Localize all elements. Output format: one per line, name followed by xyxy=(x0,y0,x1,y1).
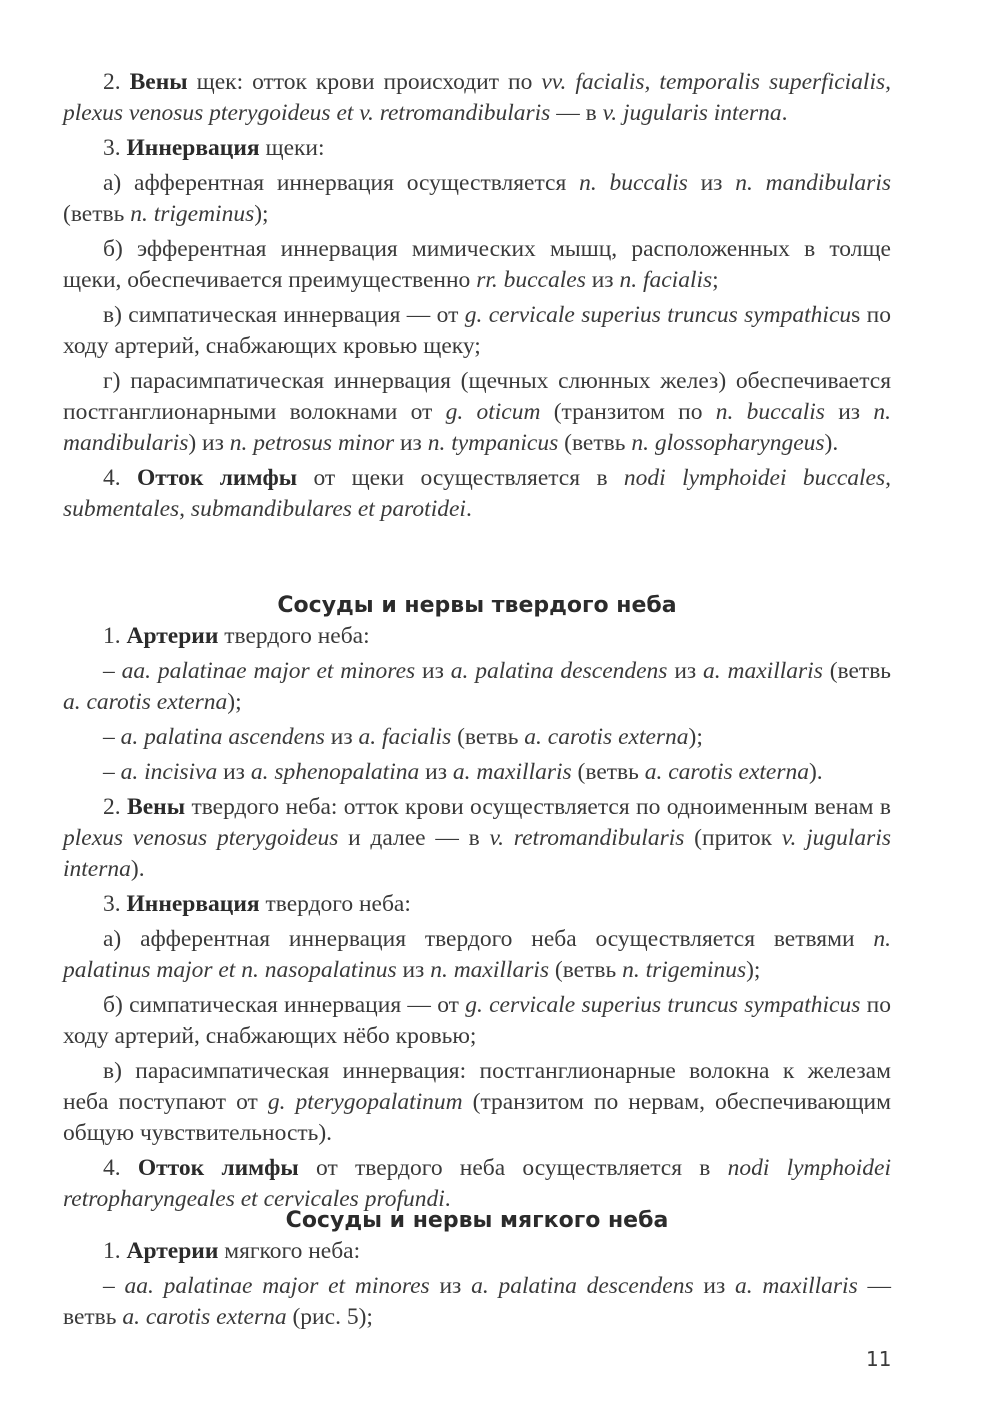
paragraph xyxy=(63,234,891,296)
bold-term: Отток лимфы xyxy=(137,1155,299,1181)
paragraph xyxy=(63,889,891,920)
paragraph xyxy=(63,463,891,525)
latin-term: g. cervicale superius truncus sympathicus xyxy=(465,992,861,1018)
text-run: из xyxy=(667,658,704,684)
latin-term: a. maxillaris xyxy=(703,658,823,684)
section-hard-palate xyxy=(63,590,891,1215)
paragraph xyxy=(63,1236,891,1267)
latin-term: vv. facialis, temporalis superficialis, plexus venosus pterygoideus et v. retromandibularis xyxy=(63,69,892,126)
bold-term: Артерии xyxy=(126,1238,219,1264)
text-run: s по ходу артерий, снабжающих кровью щеку; xyxy=(63,302,891,359)
bold-term: Артерии xyxy=(126,623,219,649)
latin-term: a. sphenopalatina xyxy=(250,759,420,785)
paragraph xyxy=(63,621,891,652)
latin-term: a. carotis externa xyxy=(63,689,228,715)
text-run: ); xyxy=(227,689,242,715)
latin-term: a. maxillaris xyxy=(735,1273,858,1299)
text-run: твердого неба: xyxy=(259,891,411,917)
text-run: — ветвь xyxy=(63,1273,892,1330)
section-heading: Сосуды и нервы мягкого неба xyxy=(285,1208,669,1233)
latin-term: v. jugularis interna xyxy=(63,825,891,882)
latin-term: n. buccalis xyxy=(715,399,825,425)
text-run: из xyxy=(396,957,431,983)
page-number: 11 xyxy=(866,1347,892,1371)
text-run: 3. xyxy=(103,891,127,917)
text-run: (ветвь xyxy=(822,658,892,684)
latin-term: – aa. palatinae major et minores xyxy=(103,1273,430,1299)
paragraph xyxy=(63,366,891,459)
text-run: ); xyxy=(746,957,761,983)
text-run: 3. xyxy=(103,135,127,161)
latin-term: n. mandibularis xyxy=(735,170,891,196)
text-run: 2. xyxy=(103,69,130,95)
latin-term: n. tympanicus xyxy=(427,430,559,456)
text-run: 1. xyxy=(103,1238,127,1264)
text-run: (ветвь xyxy=(571,759,645,785)
bold-term: Иннервация xyxy=(126,135,260,161)
latin-term: a. carotis externa xyxy=(122,1304,287,1330)
text-run: ) из xyxy=(188,430,230,456)
section-heading: Сосуды и нервы твердого неба xyxy=(277,593,677,618)
latin-term: – a. palatina ascendens xyxy=(103,724,325,750)
latin-term: n. trigeminus xyxy=(622,957,747,983)
paragraph xyxy=(63,168,891,230)
bold-term: Иннервация xyxy=(126,891,260,917)
text-run: 2. xyxy=(103,794,128,820)
latin-term: g. pterygopalatinum xyxy=(267,1089,463,1115)
text-run: твердого неба: xyxy=(218,623,370,649)
text-run: и далее — в xyxy=(338,825,490,851)
latin-term: v. retromandibularis xyxy=(489,825,685,851)
text-run: ); xyxy=(254,201,269,227)
text-run: из xyxy=(824,399,874,425)
text-run: мягкого неба: xyxy=(218,1238,361,1264)
text-run: б) симпатическая иннервация — от xyxy=(103,992,466,1018)
text-run: б) эфферентная иннервация мимических мышц, расположенных в толще щеки, обеспечивается преимущественно xyxy=(63,236,891,293)
text-run: . xyxy=(465,496,472,522)
text-run: из xyxy=(415,658,451,684)
text-run: (ветвь xyxy=(63,201,131,227)
latin-term: g. oticum xyxy=(445,399,541,425)
latin-term: – a. incisiva xyxy=(103,759,218,785)
paragraph xyxy=(63,1056,891,1149)
latin-term: g. cervicale superius truncus sympathicu xyxy=(464,302,852,328)
text-run: щек: отток крови происходит по xyxy=(187,69,542,95)
paragraph xyxy=(63,300,891,362)
text-run: из xyxy=(429,1273,472,1299)
text-run: ). xyxy=(130,856,145,882)
text-run: г) парасимпатическая иннервация (щечных слюнных желез) обеспечивается постганглионарными волокнами от xyxy=(63,368,891,425)
latin-term: n. palatinus major et n. nasopalatinus xyxy=(63,926,891,983)
text-run: из xyxy=(324,724,359,750)
text-run: 4. xyxy=(103,465,138,491)
text-run: — в xyxy=(550,100,603,126)
latin-term: n. mandibularis xyxy=(63,399,891,456)
text-run: в) симпатическая иннервация — от xyxy=(103,302,465,328)
text-run: по ходу артерий, снабжающих нёбо кровью; xyxy=(63,992,891,1049)
text-run: от щеки осуществляется в xyxy=(297,465,624,491)
latin-term: v. jugularis interna xyxy=(602,100,782,126)
latin-term: n. maxillaris xyxy=(430,957,550,983)
latin-term: a. facialis xyxy=(358,724,452,750)
text-run: (транзитом по xyxy=(540,399,716,425)
paragraph xyxy=(63,67,891,129)
latin-term: a. palatina descendens xyxy=(471,1273,694,1299)
text-run: ). xyxy=(808,759,823,785)
section-cheek xyxy=(63,63,891,525)
paragraph xyxy=(63,722,891,753)
text-run: из xyxy=(585,267,620,293)
text-run: 1. xyxy=(103,623,127,649)
paragraph xyxy=(63,656,891,718)
text-run: а) афферентная иннервация осуществляется xyxy=(103,170,580,196)
text-run: из xyxy=(217,759,251,785)
text-run: (рис. 5); xyxy=(286,1304,373,1330)
paragraph xyxy=(63,1271,891,1333)
latin-term: plexus venosus pterygoideus xyxy=(63,825,339,851)
text-run: ); xyxy=(688,724,703,750)
latin-term: n. trigeminus xyxy=(130,201,255,227)
latin-term: n. glossopharyngeus xyxy=(631,430,825,456)
section-soft-palate xyxy=(63,1205,891,1333)
latin-term: n. facialis xyxy=(619,267,713,293)
latin-term: nodi lymphoidei retropharyngeales et cervicales profundi xyxy=(63,1155,891,1212)
paragraph xyxy=(63,757,891,788)
latin-term: n. petrosus minor xyxy=(229,430,395,456)
bold-term: Отток лимфы xyxy=(137,465,298,491)
latin-term: a. carotis externa xyxy=(644,759,809,785)
latin-term: a. maxillaris xyxy=(452,759,572,785)
latin-term: n. buccalis xyxy=(579,170,688,196)
text-run: от твердого неба осуществляется в xyxy=(298,1155,728,1181)
text-run: из xyxy=(687,170,736,196)
paragraph xyxy=(63,924,891,986)
text-run: (ветвь xyxy=(549,957,623,983)
text-run: (ветвь xyxy=(558,430,632,456)
bold-term: Вены xyxy=(127,794,186,820)
latin-term: rr. buccales xyxy=(476,267,586,293)
text-run: в) парасимпатическая иннервация: постганглионарные волокна к железам неба поступают от xyxy=(63,1058,891,1115)
text-run: . xyxy=(444,1186,451,1212)
text-run: (приток xyxy=(684,825,782,851)
paragraph xyxy=(63,990,891,1052)
text-run: из xyxy=(693,1273,736,1299)
paragraph xyxy=(63,792,891,885)
latin-term: a. carotis externa xyxy=(524,724,689,750)
text-run: . xyxy=(781,100,788,126)
paragraph xyxy=(63,133,891,164)
text-run: ; xyxy=(712,267,719,293)
text-run: (ветвь xyxy=(451,724,525,750)
latin-term: a. palatina descendens xyxy=(450,658,668,684)
text-run: 4. xyxy=(103,1155,138,1181)
text-run: из xyxy=(419,759,453,785)
text-run: твердого неба: отток крови осуществляется по одноименным венам в xyxy=(185,794,892,820)
text-run: из xyxy=(394,430,428,456)
latin-term: nodi lymphoidei buccales, submentales, submandibulares et parotidei xyxy=(63,465,891,522)
text-run: а) афферентная иннервация твердого неба осуществляется ветвями xyxy=(103,926,874,952)
text-run: (транзитом по нервам, обеспечивающим общую чувствительность). xyxy=(63,1089,891,1146)
bold-term: Вены xyxy=(129,69,188,95)
latin-term: – aa. palatinae major et minores xyxy=(103,658,416,684)
text-run: щеки: xyxy=(259,135,325,161)
text-run: ). xyxy=(824,430,839,456)
